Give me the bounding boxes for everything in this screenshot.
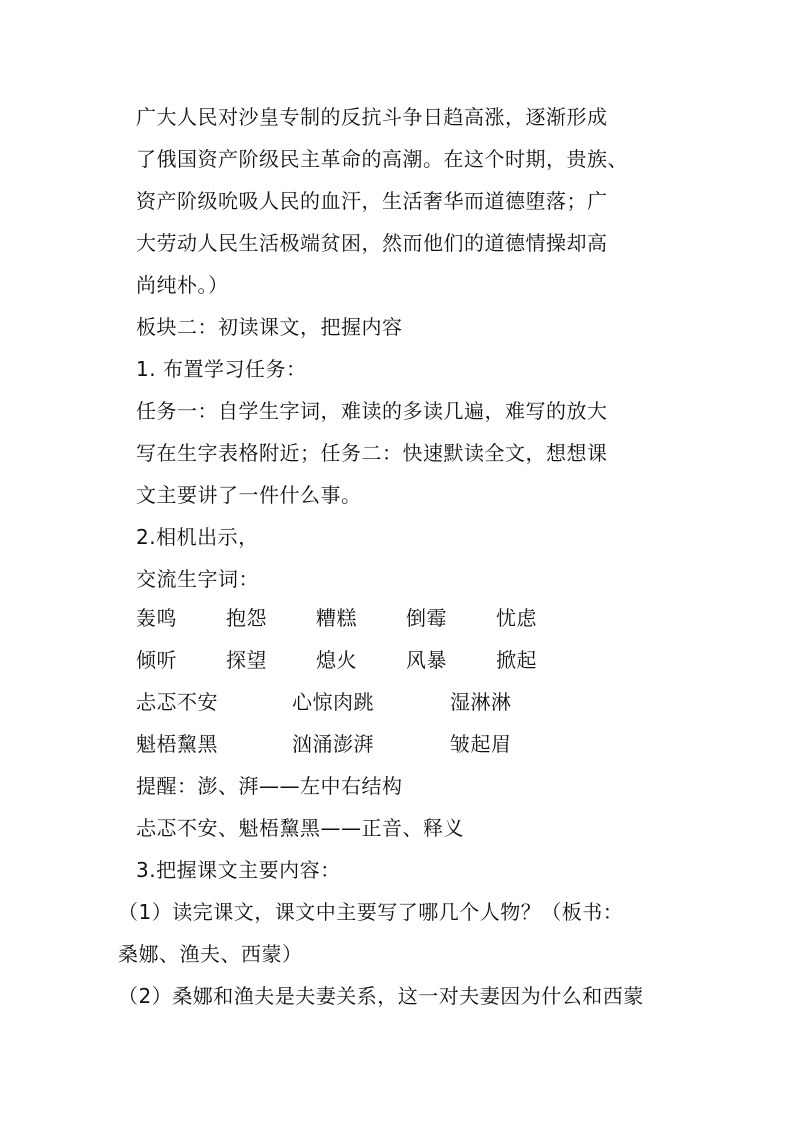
vocab-word: 熄火 (316, 648, 357, 672)
vocab-word: 倒霉 (406, 606, 447, 630)
vocab-word: 魁梧黧黑 (136, 732, 218, 756)
vocab-intro: 交流生字词： (136, 567, 259, 591)
paragraph-line: 广大人民对沙皇专制的反抗斗争日趋高涨，逐渐形成 (136, 105, 608, 129)
vocab-row (136, 646, 636, 674)
reminder-line: 提醒：澎、湃——左中右结构 (136, 774, 403, 798)
vocab-word: 轰鸣 (136, 606, 177, 630)
paragraph-line: 了俄国资产阶级民主革命的高潮。在这个时期，贵族、 (136, 147, 628, 171)
task-line: 任务一：自学生字词，难读的多读几遍，难写的放大 (136, 399, 608, 423)
reminder-line: 忐忑不安、魁梧黧黑——正音、释义 (136, 816, 464, 840)
vocab-word: 汹涌澎湃 (292, 732, 374, 756)
task-line: 文主要讲了一件什么事。 (136, 483, 362, 507)
vocab-word: 忧虑 (496, 606, 537, 630)
paragraph-line: 资产阶级吮吸人民的血汗，生活奢华而道德堕落；广 (136, 189, 608, 213)
vocab-word: 湿淋淋 (450, 690, 512, 714)
step-3-heading: 3.把握课文主要内容： (136, 858, 341, 882)
section-heading: 板块二：初读课文，把握内容 (136, 315, 403, 339)
question-line: 桑娜、渔夫、西蒙） (118, 942, 303, 966)
vocab-word: 倾听 (136, 648, 177, 672)
vocab-word: 掀起 (496, 648, 537, 672)
task-line: 写在生字表格附近；任务二：快速默读全文，想想课 (136, 441, 608, 465)
vocab-row (136, 730, 636, 758)
question-line: （2）桑娜和渔夫是夫妻关系，这一对夫妻因为什么和西蒙 (118, 984, 644, 1008)
vocab-word: 忐忑不安 (136, 690, 218, 714)
vocab-word: 抱怨 (226, 606, 267, 630)
question-line: （1）读完课文，课文中主要写了哪几个人物？（板书： (118, 900, 624, 924)
paragraph-line: 尚纯朴。） (136, 273, 229, 297)
step-2-heading: 2.相机出示， (136, 525, 259, 549)
vocab-row (136, 604, 636, 632)
vocab-word: 皱起眉 (450, 732, 512, 756)
step-1-heading: 1. 布置学习任务： (136, 357, 307, 381)
vocab-word: 心惊肉跳 (292, 690, 374, 714)
vocab-word: 风暴 (406, 648, 447, 672)
vocab-word: 探望 (226, 648, 267, 672)
vocab-row (136, 688, 636, 716)
paragraph-line: 大劳动人民生活极端贫困，然而他们的道德情操却高 (136, 231, 608, 255)
vocab-word: 糟糕 (316, 606, 357, 630)
